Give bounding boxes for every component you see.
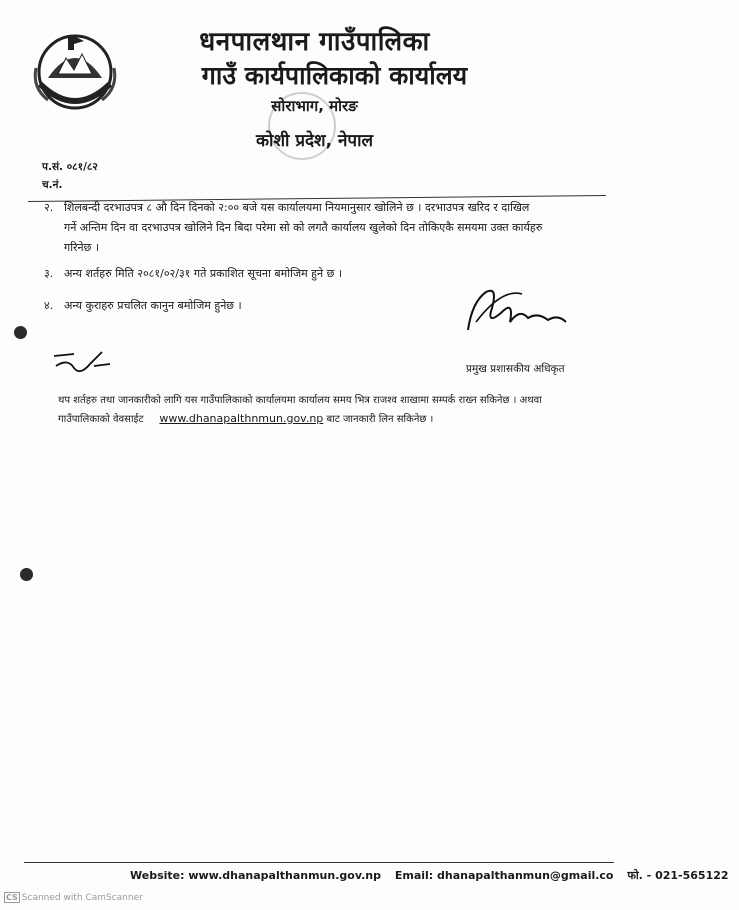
paragraph-2 [44, 198, 594, 258]
paragraph-number: ३. [44, 267, 54, 280]
footer-email: Email: dhanapalthanmun@gmail.co [394, 869, 614, 882]
footer-website: Website: www.dhanapalthanmun.gov.np [130, 869, 381, 882]
paragraph-number: ४. [44, 299, 54, 312]
additional-info-note [58, 392, 598, 429]
clerk-signature [50, 346, 120, 380]
scanner-text: Scanned with CamScanner [21, 893, 143, 903]
footer-divider [24, 862, 614, 863]
reference-number: प.सं. ०८१/८२ [42, 161, 98, 173]
note-suffix: बाट जानकारी लिन सकिनेछ । [326, 414, 434, 425]
paragraph-line: अन्य शर्तहरु मिति २०८१/०२/३१ गते प्रकाशित सूचना बमोजिम हुने छ । [64, 267, 342, 280]
paragraph-line: गरिनेछ । [64, 241, 100, 254]
paragraph-number: २. [44, 201, 54, 214]
officer-title: प्रमुख प्रशासकीय अधिकृत [466, 363, 565, 375]
camscanner-icon: CS [6, 893, 18, 902]
paragraph-line: गर्ने अन्तिम दिन वा दरभाउपत्र खोलिने दिन बिदा परेमा सो को लगतै कार्यालय खुलेको दिन तोकिएकै समयमा उक्त कार्यहरु [64, 221, 543, 234]
officer-signature [462, 282, 572, 342]
note-line: थप शर्तहरु तथा जानकारीको लागि यस गाउँपालिकाको कार्यालयमा कार्यालय समय भित्र राजश्व शाखामा सम्पर्क राख्न सकिनेछ । अथवा [58, 395, 542, 406]
footer-phone: फो. - 021-565122 [627, 869, 729, 882]
punch-hole [20, 568, 33, 581]
paragraph-3 [44, 264, 594, 284]
scanner-watermark [4, 892, 143, 903]
dispatch-number: च.नं. [42, 179, 63, 191]
municipality-name: धनपालथान गाउँपालिका [199, 27, 430, 57]
note-prefix: गाउँपालिकाको वेवसाईट [58, 414, 144, 425]
paragraph-line: शिलबन्दी दरभाउपत्र ८ औ दिन दिनको २:०० बजे यस कार्यालयमा नियमानुसार खोलिने छ । दरभाउपत्र खरिद र दाखिल [64, 201, 530, 214]
punch-hole [14, 326, 27, 339]
office-location: सोराभाग, मोरङ [271, 97, 358, 115]
website-link[interactable]: www.dhanapalthnmun.gov.np [159, 412, 324, 425]
province: कोशी प्रदेश, नेपाल [256, 131, 373, 151]
paragraph-line: अन्य कुराहरु प्रचलित कानुन बमोजिम हुनेछ । [64, 299, 242, 312]
footer-contact [130, 868, 739, 883]
office-name: गाउँ कार्यपालिकाको कार्यालय [201, 61, 468, 90]
